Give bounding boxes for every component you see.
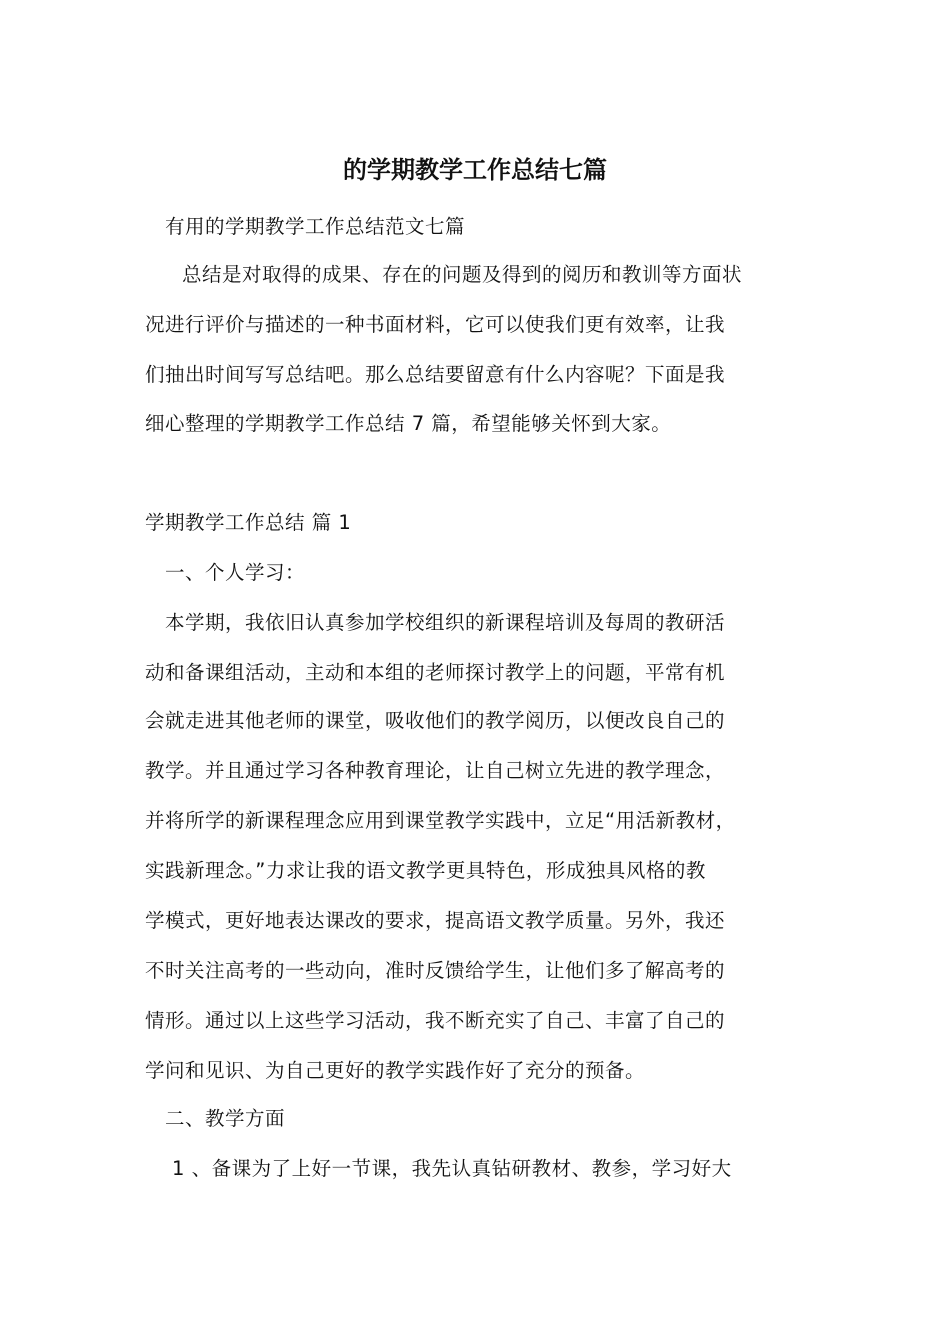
paragraph-line: 教学。并且通过学习各种教育理论，让自己树立先进的教学理念， bbox=[145, 759, 726, 782]
subsection-heading: 二、教学方面 bbox=[165, 1107, 286, 1130]
paragraph-line: 们抽出时间写写总结吧。那么总结要留意有什么内容呢？下面是我 bbox=[145, 363, 726, 386]
paragraph-line: 况进行评价与描述的一种书面材料，它可以使我们更有效率，让我 bbox=[145, 313, 726, 336]
paragraph-line: 学问和见识、为自己更好的教学实践作好了充分的预备。 bbox=[145, 1059, 646, 1082]
paragraph-line: 情形。通过以上这些学习活动，我不断充实了自己、丰富了自己的 bbox=[145, 1009, 726, 1032]
subsection-heading: 一、个人学习： bbox=[165, 561, 306, 584]
paragraph-line: 动和备课组活动，主动和本组的老师探讨教学上的问题，平常有机 bbox=[145, 661, 726, 684]
subtitle-line: 有用的学期教学工作总结范文七篇 bbox=[165, 215, 466, 238]
paragraph-line: 总结是对取得的成果、存在的问题及得到的阅历和教训等方面状 bbox=[182, 263, 743, 286]
paragraph-line: 会就走进其他老师的课堂，吸收他们的教学阅历，以便改良自己的 bbox=[145, 709, 726, 732]
paragraph-line: 学模式，更好地表达课改的要求，提高语文教学质量。另外，我还 bbox=[145, 909, 726, 932]
paragraph-line: 细心整理的学期教学工作总结 7 篇，希望能够关怀到大家。 bbox=[145, 412, 672, 435]
paragraph-line: 不时关注高考的一些动向，准时反馈给学生，让他们多了解高考的 bbox=[145, 959, 726, 982]
paragraph-line: 本学期，我依旧认真参加学校组织的新课程培训及每周的教研活 bbox=[165, 611, 726, 634]
paragraph-line: 实践新理念。”力求让我的语文教学更具特色，形成独具风格的教 bbox=[145, 859, 706, 882]
paragraph-line: 1 、备课为了上好一节课，我先认真钻研教材、教参，学习好大 bbox=[172, 1157, 732, 1180]
document-title: 的学期教学工作总结七篇 bbox=[343, 155, 607, 184]
section-heading: 学期教学工作总结 篇 1 bbox=[145, 511, 352, 534]
paragraph-line: 并将所学的新课程理念应用到课堂教学实践中，立足“用活新教材， bbox=[145, 809, 736, 832]
